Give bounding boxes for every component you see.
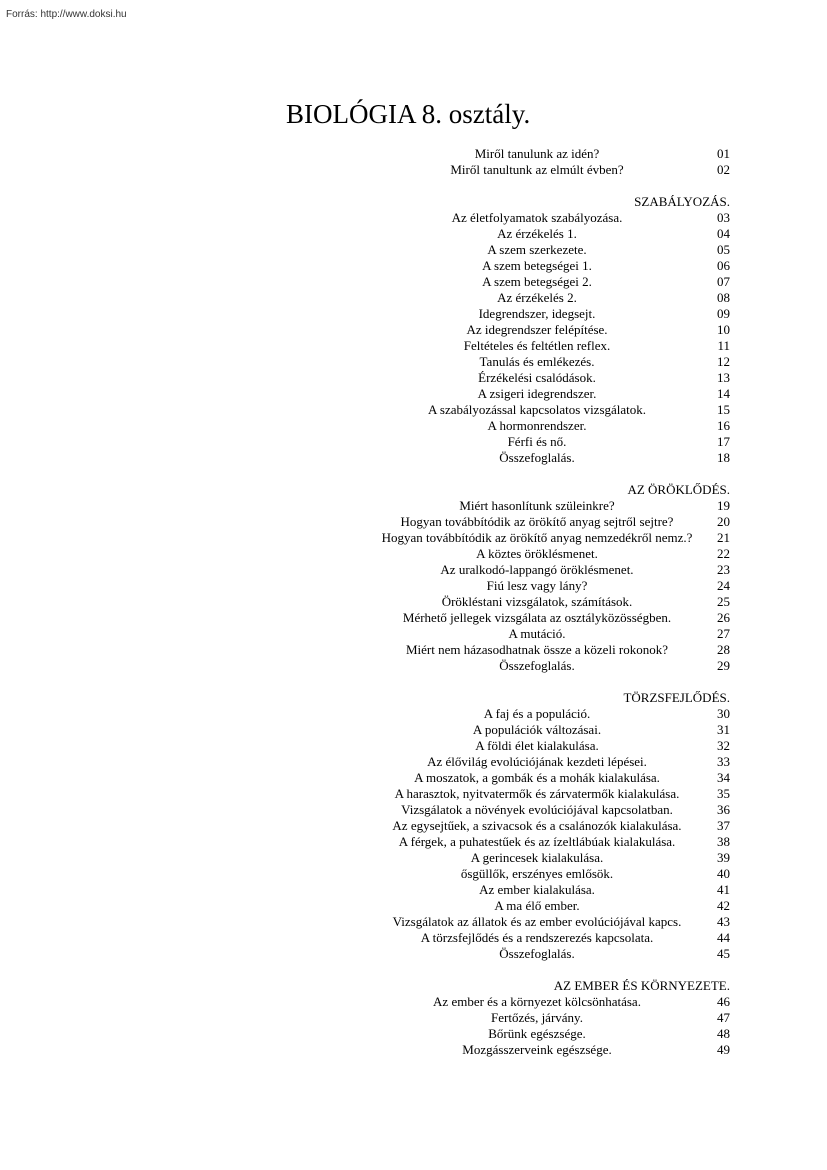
toc-entry-page-number: 32 [717, 738, 730, 753]
page-title: BIOLÓGIA 8. osztály. [286, 99, 531, 129]
toc-entry-title: Érzékelési csalódások. [478, 370, 596, 385]
toc-entry-title: A gerincesek kialakulása. [470, 850, 604, 865]
toc-entry-title: Idegrendszer, idegsejt. [478, 306, 596, 321]
toc-entry [372, 1010, 730, 1026]
toc-entry-page-number: 44 [717, 930, 730, 945]
toc-entry-page-number: 21 [717, 530, 730, 545]
toc-entry [372, 146, 730, 162]
toc-entry-page-number: 02 [717, 162, 730, 177]
toc-entry [372, 162, 730, 178]
section-heading: SZABÁLYOZÁS. [634, 194, 730, 209]
toc-entry-page-number: 05 [717, 242, 730, 257]
toc-entry-page-number: 20 [717, 514, 730, 529]
toc-entry-title: A ma élő ember. [494, 898, 580, 913]
toc-entry-title: A harasztok, nyitvatermők és zárvatermők kialakulása. [394, 786, 680, 801]
toc-entry-title: Feltételes és feltétlen reflex. [463, 338, 611, 353]
toc-entry [372, 210, 730, 226]
toc-entry-page-number: 43 [717, 914, 730, 929]
toc-entry-page-number: 29 [717, 658, 730, 673]
toc-entry [372, 866, 730, 882]
toc-entry-page-number: 42 [717, 898, 730, 913]
toc-entry-title: A férgek, a puhatestűek és az ízeltlábúak kialakulása. [398, 834, 676, 849]
toc-entry [372, 274, 730, 290]
toc-entry-page-number: 38 [717, 834, 730, 849]
toc-entry-page-number: 30 [717, 706, 730, 721]
toc-entry [372, 642, 730, 658]
toc-entry-title: Miért hasonlítunk szüleinkre? [459, 498, 615, 513]
toc-entry-title: A szabályozással kapcsolatos vizsgálatok. [427, 402, 647, 417]
toc-entry [372, 322, 730, 338]
toc-entry [372, 898, 730, 914]
toc-entry-title: A faj és a populáció. [483, 706, 591, 721]
toc-entry-title: Fertőzés, járvány. [491, 1010, 583, 1025]
toc-entry [372, 370, 730, 386]
toc-entry [372, 562, 730, 578]
toc-entry-page-number: 41 [717, 882, 730, 897]
toc-entry-title: Miről tanultunk az elmúlt évben? [450, 162, 624, 177]
toc-entry-page-number: 23 [717, 562, 730, 577]
toc-entry-page-number: 03 [717, 210, 730, 225]
toc-entry-page-number: 04 [717, 226, 730, 241]
toc-entry [372, 1042, 730, 1058]
toc-entry [372, 818, 730, 834]
toc-entry-page-number: 33 [717, 754, 730, 769]
toc-entry-page-number: 14 [717, 386, 730, 401]
toc-entry-page-number: 22 [717, 546, 730, 561]
toc-entry [372, 930, 730, 946]
source-url: Forrás: http://www.doksi.hu [6, 9, 127, 20]
toc-section [372, 690, 730, 962]
toc-entry-title: Férfi és nő. [507, 434, 567, 449]
toc-entry-title: Az ember és a környezet kölcsönhatása. [433, 994, 641, 1009]
toc-entry [372, 626, 730, 642]
toc-entry [372, 850, 730, 866]
toc-entry-title: Az életfolyamatok szabályozása. [451, 210, 623, 225]
toc-entry-page-number: 28 [717, 642, 730, 657]
toc-entry-page-number: 26 [717, 610, 730, 625]
toc-entry-page-number: 01 [717, 146, 730, 161]
toc-entry [372, 754, 730, 770]
toc-section [372, 194, 730, 466]
toc-entry-page-number: 13 [717, 370, 730, 385]
toc-entry-page-number: 37 [717, 818, 730, 833]
toc-entry-page-number: 15 [717, 402, 730, 417]
toc-entry-title: Miért nem házasodhatnak össze a közeli rokonok? [405, 642, 669, 657]
toc-entry [372, 706, 730, 722]
toc-entry [372, 738, 730, 754]
toc-entry-page-number: 18 [717, 450, 730, 465]
toc-entry [372, 290, 730, 306]
toc-entry-title: Fiú lesz vagy lány? [486, 578, 588, 593]
toc-entry-title: A törzsfejlődés és a rendszerezés kapcsolata. [420, 930, 654, 945]
toc-entry [372, 402, 730, 418]
toc-entry-title: Vizsgálatok az állatok és az ember evolúciójával kapcs. [392, 914, 682, 929]
toc-entry [372, 386, 730, 402]
toc-entry-page-number: 11 [717, 338, 730, 353]
toc-entry-title: Az uralkodó-lappangó öröklésmenet. [440, 562, 634, 577]
toc-entry [372, 418, 730, 434]
toc-entry-title: Az idegrendszer felépítése. [466, 322, 608, 337]
toc-entry [372, 786, 730, 802]
toc-entry [372, 434, 730, 450]
toc-entry-title: A köztes öröklésmenet. [476, 546, 598, 561]
toc-entry [372, 338, 730, 354]
toc-entry [372, 498, 730, 514]
toc-entry-title: A mutáció. [508, 626, 566, 641]
toc-entry [372, 530, 730, 546]
table-of-contents [372, 146, 730, 1058]
toc-entry-title: Összefoglalás. [499, 658, 575, 673]
toc-entry-title: ősgüllők, erszényes emlősök. [460, 866, 614, 881]
toc-entry-title: A szem szerkezete. [487, 242, 587, 257]
toc-entry-title: Tanulás és emlékezés. [479, 354, 595, 369]
toc-entry-page-number: 36 [717, 802, 730, 817]
toc-entry-page-number: 40 [717, 866, 730, 881]
toc-entry [372, 1026, 730, 1042]
toc-entry [372, 578, 730, 594]
toc-entry-title: Az érzékelés 2. [497, 290, 577, 305]
toc-entry [372, 242, 730, 258]
toc-entry [372, 354, 730, 370]
toc-entry-page-number: 16 [717, 418, 730, 433]
toc-entry [372, 722, 730, 738]
toc-entry-page-number: 24 [717, 578, 730, 593]
toc-entry-title: Mozgásszerveink egészsége. [462, 1042, 612, 1057]
toc-entry-title: Miről tanulunk az idén? [474, 146, 600, 161]
toc-section [372, 978, 730, 1058]
toc-entry-page-number: 19 [717, 498, 730, 513]
toc-entry-page-number: 35 [717, 786, 730, 801]
toc-entry [372, 450, 730, 466]
toc-entry [372, 802, 730, 818]
toc-entry [372, 226, 730, 242]
toc-entry-page-number: 47 [717, 1010, 730, 1025]
toc-entry-page-number: 08 [717, 290, 730, 305]
toc-entry-page-number: 10 [717, 322, 730, 337]
toc-entry-title: A szem betegségei 2. [482, 274, 592, 289]
toc-entry-page-number: 07 [717, 274, 730, 289]
toc-entry-title: Az egysejtűek, a szivacsok és a csalánozók kialakulása. [392, 818, 682, 833]
toc-entry-page-number: 39 [717, 850, 730, 865]
toc-entry [372, 770, 730, 786]
toc-entry [372, 610, 730, 626]
toc-entry-title: A szem betegségei 1. [482, 258, 592, 273]
toc-entry-title: Bőrünk egészsége. [488, 1026, 586, 1041]
toc-entry [372, 994, 730, 1010]
toc-entry-page-number: 49 [717, 1042, 730, 1057]
toc-entry-title: A hormonrendszer. [487, 418, 587, 433]
toc-entry-title: Az ember kialakulása. [479, 882, 595, 897]
toc-entry-title: Az élővilág evolúciójának kezdeti lépései. [427, 754, 647, 769]
toc-entry-title: Összefoglalás. [499, 450, 575, 465]
toc-entry [372, 882, 730, 898]
toc-entry [372, 514, 730, 530]
toc-entry-title: Hogyan továbbítódik az örökítő anyag nemzedékről nemz.? [381, 530, 693, 545]
toc-entry-title: Örökléstani vizsgálatok, számítások. [441, 594, 633, 609]
toc-entry-page-number: 25 [717, 594, 730, 609]
toc-entry [372, 546, 730, 562]
toc-entry-page-number: 12 [717, 354, 730, 369]
toc-entry-title: A földi élet kialakulása. [475, 738, 599, 753]
section-heading: TÖRZSFEJLŐDÉS. [623, 690, 730, 705]
toc-entry [372, 834, 730, 850]
toc-entry [372, 594, 730, 610]
toc-entry-page-number: 48 [717, 1026, 730, 1041]
toc-entry [372, 658, 730, 674]
toc-entry-page-number: 09 [717, 306, 730, 321]
toc-entry [372, 914, 730, 930]
toc-entry-page-number: 17 [717, 434, 730, 449]
toc-entry-page-number: 06 [717, 258, 730, 273]
toc-entry-page-number: 34 [717, 770, 730, 785]
toc-entry-title: A zsigeri idegrendszer. [477, 386, 597, 401]
toc-entry-page-number: 27 [717, 626, 730, 641]
toc-entry-page-number: 31 [717, 722, 730, 737]
toc-entry-title: A populációk változásai. [472, 722, 602, 737]
toc-entry-page-number: 46 [717, 994, 730, 1009]
toc-entry-title: Összefoglalás. [499, 946, 575, 961]
toc-entry-title: Mérhető jellegek vizsgálata az osztályközösségben. [402, 610, 672, 625]
toc-entry [372, 946, 730, 962]
section-heading: AZ ÖRÖKLŐDÉS. [627, 482, 730, 497]
toc-entry-title: Hogyan továbbítódik az örökítő anyag sejtről sejtre? [400, 514, 674, 529]
section-heading: AZ EMBER ÉS KÖRNYEZETE. [553, 978, 730, 993]
toc-entry-title: Vizsgálatok a növények evolúciójával kapcsolatban. [401, 802, 673, 817]
toc-section [372, 482, 730, 674]
toc-entry [372, 258, 730, 274]
toc-entry-page-number: 45 [717, 946, 730, 961]
toc-entry [372, 306, 730, 322]
toc-entry-title: Az érzékelés 1. [497, 226, 577, 241]
toc-entry-title: A moszatok, a gombák és a mohák kialakulása. [414, 770, 660, 785]
